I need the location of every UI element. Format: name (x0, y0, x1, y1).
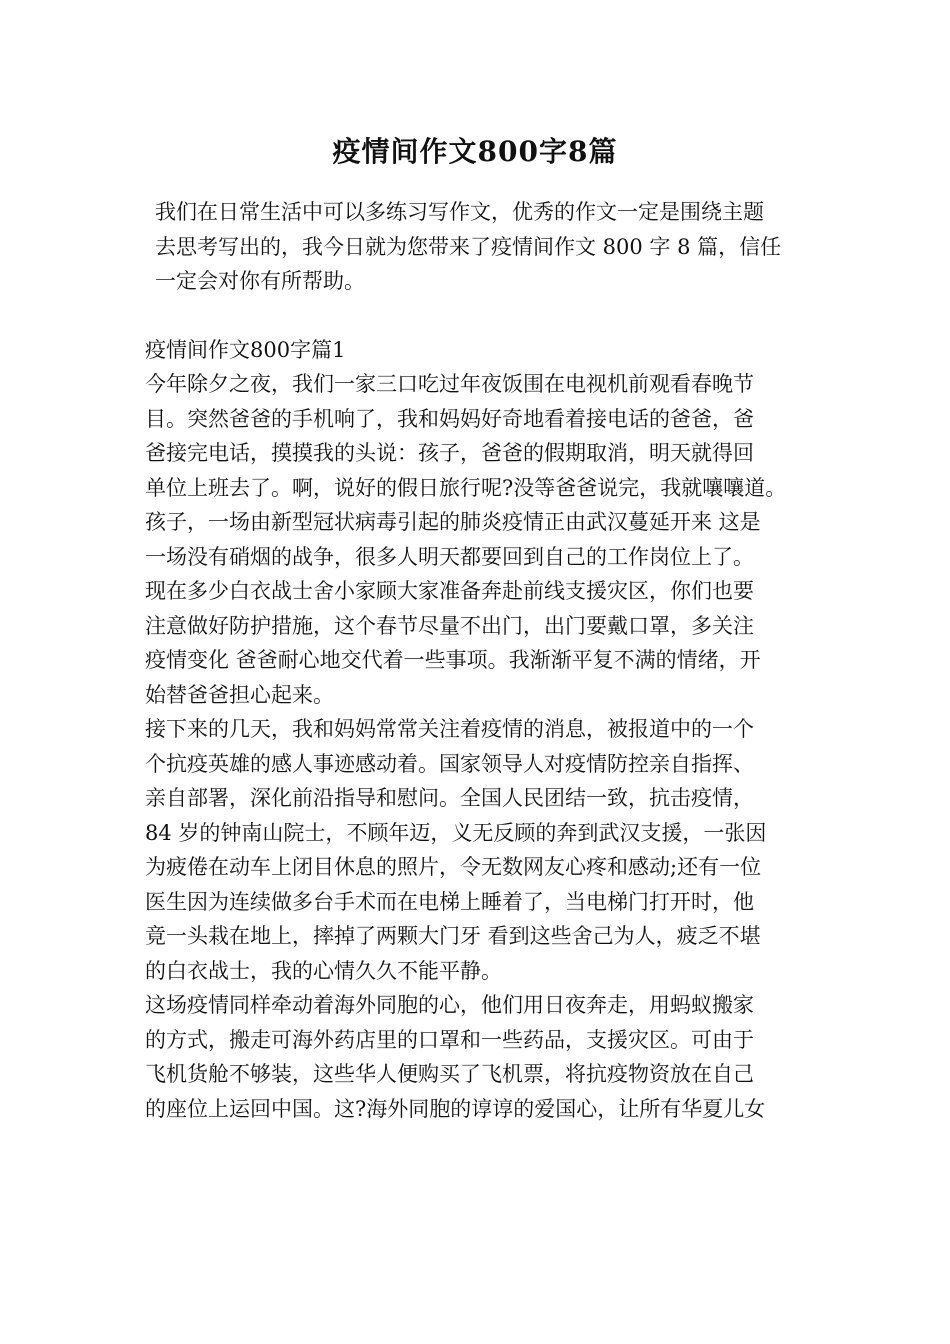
article-body (145, 195, 825, 1126)
text-line: 始替爸爸担心起来。 (145, 682, 334, 707)
text-line: 个抗疫英雄的感人事迹感动着。国家领导人对疫情防控亲自指挥、 (145, 751, 754, 776)
text-line: 爸接完电话，摸摸我的头说：孩子，爸爸的假期取消，明天就得回 (145, 441, 754, 465)
text-line: 飞机货舱不够装，这些华人便购买了飞机票，将抗疫物资放在自己 (145, 1062, 754, 1086)
paragraph-spacer (145, 299, 825, 333)
page-title: 疫情间作文800字8篇 (332, 135, 618, 168)
text-line: 接下来的几天，我和妈妈常常关注着疫情的消息，被报道中的一个 (145, 717, 754, 741)
text-line: 的白衣战士，我的心情久久不能平静。 (145, 958, 502, 983)
text-line: 孩子，一场由新型冠状病毒引起的肺炎疫情正由武汉蔓延开来 这是 (145, 510, 761, 534)
text-line: 今年除夕之夜，我们一家三口吃过年夜饭围在电视机前观看春晚节 (145, 372, 754, 396)
text-line: 单位上班去了。啊，说好的假日旅行呢?没等爸爸说完，我就嚷嚷道。 (145, 475, 787, 500)
text-line: 目。突然爸爸的手机响了，我和妈妈好奇地看着接电话的爸爸，爸 (145, 406, 754, 431)
text-line: 现在多少白衣战士舍小家顾大家准备奔赴前线支援灾区，你们也要 (145, 579, 754, 603)
text-line: 竟一头栽在地上，摔掉了两颗大门牙 看到这些舍己为人，疲乏不堪 (145, 924, 761, 948)
text-line: 亲自部署，深化前沿指导和慰问。全国人民团结一致，抗击疫情， (145, 786, 754, 810)
text-line: 注意做好防护措施，这个春节尽量不出门，出门要戴口罩，多关注 (145, 613, 754, 638)
intro-paragraph (145, 195, 825, 299)
text-line: 84 岁的钟南山院士，不顾年迈，义无反顾的奔到武汉支援，一张因 (145, 820, 767, 845)
text-line: 这场疫情同样牵动着海外同胞的心，他们用日夜奔走，用蚂蚁搬家 (145, 993, 754, 1017)
text-line: 疫情变化 爸爸耐心地交代着一些事项。我渐渐平复不满的情绪，开 (145, 648, 761, 672)
text-line: 一场没有硝烟的战争，很多人明天都要回到自己的工作岗位上了。 (145, 544, 754, 569)
text-line: 的座位上运回中国。这?海外同胞的谆谆的爱国心，让所有华夏儿女 (145, 1096, 766, 1121)
body-paragraph-1 (145, 367, 825, 712)
intro-line: 一定会对你有所帮助。 (155, 269, 365, 293)
intro-line: 去思考写出的，我今日就为您带来了疫情间作文 800 字 8 篇，信任 (155, 234, 782, 259)
body-paragraph-3 (145, 988, 825, 1126)
body-paragraph-2 (145, 712, 825, 988)
section-heading: 疫情间作文800字篇1 (145, 337, 346, 362)
text-line: 医生因为连续做多台手术而在电梯上睡着了，当电梯门打开时，他 (145, 889, 754, 914)
text-line: 的方式，搬走可海外药店里的口罩和一些药品，支援灾区。可由于 (145, 1027, 754, 1052)
intro-line: 我们在日常生活中可以多练习写作文，优秀的作文一定是围绕主题 (155, 200, 764, 224)
text-line: 为疲倦在动车上闭目休息的照片，令无数网友心疼和感动;还有一位 (145, 855, 762, 879)
